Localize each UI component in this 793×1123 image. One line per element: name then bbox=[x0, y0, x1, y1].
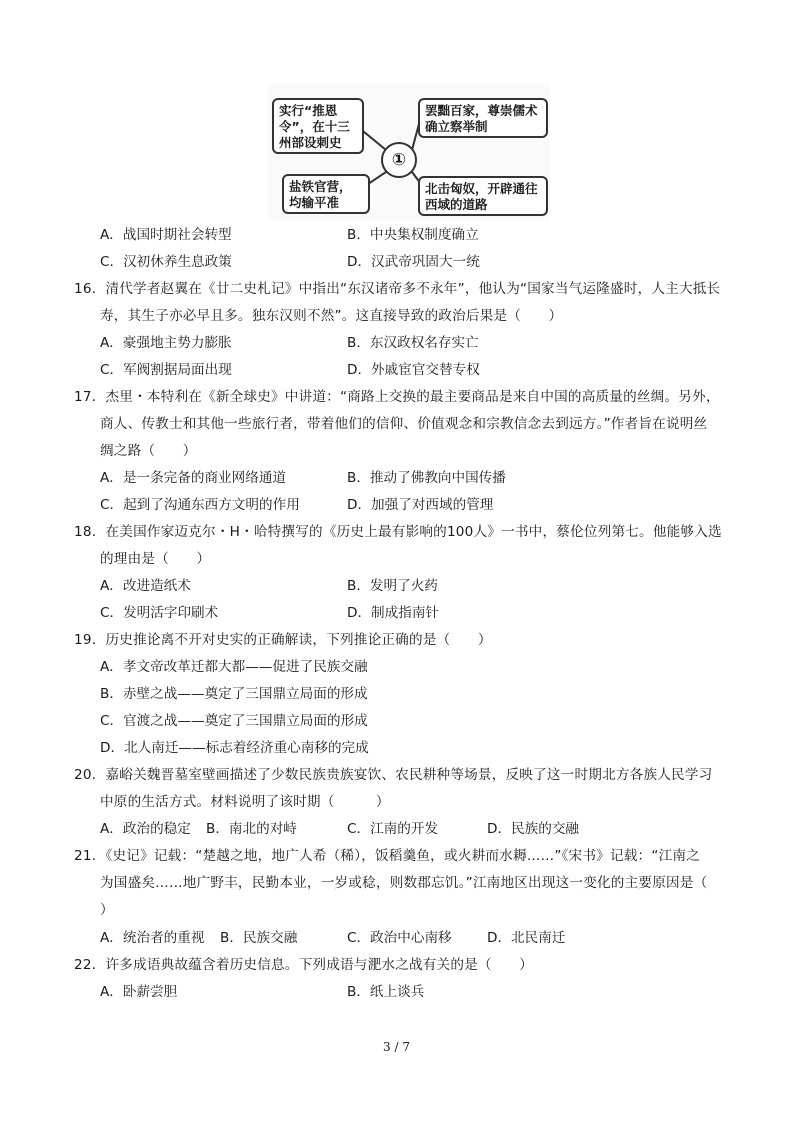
q22-option-b: B．纸上谈兵 bbox=[347, 984, 425, 1000]
diagram-center-circle: ① bbox=[381, 142, 417, 178]
q18-option-d: D．制成指南针 bbox=[347, 605, 440, 621]
q21-stem-line-1: 21．《史记》记载：“楚越之地，地广人希（稀），饭稻羹鱼，或火耕而水耨……”《宋书》记载：“江南之 bbox=[74, 848, 700, 864]
q18-stem-line-2: 的理由是（ ） bbox=[100, 551, 211, 567]
diagram-box-top-right: 罢黜百家，尊崇儒术确立察举制 bbox=[418, 98, 548, 138]
q19-option-d: D．北人南迁——标志着经济重心南移的完成 bbox=[100, 740, 369, 756]
q20-option-c: C．江南的开发 bbox=[347, 821, 439, 837]
q21-option-a: A．统治者的重视 bbox=[100, 930, 205, 946]
q15-option-d: D．汉武帝巩固大一统 bbox=[347, 254, 480, 270]
q16-stem-line-2: 寿，其生子亦必早且多。独东汉则不然”。这直接导致的政治后果是（ ） bbox=[100, 308, 563, 324]
q22-option-a: A．卧薪尝胆 bbox=[100, 984, 178, 1000]
diagram-box-top-left: 实行“推恩令”，在十三州部设刺史 bbox=[272, 98, 364, 154]
q20-option-d: D．民族的交融 bbox=[487, 821, 580, 837]
q18-option-b: B．发明了火药 bbox=[347, 578, 438, 594]
q20-stem-line-2: 中原的生活方式。材料说明了该时期（ ） bbox=[100, 794, 390, 810]
q20-option-a: A．政治的稳定 bbox=[100, 821, 191, 837]
diagram-box-bottom-left: 盐铁官营，均输平准 bbox=[282, 174, 370, 214]
q18-option-a: A．改进造纸术 bbox=[100, 578, 191, 594]
q16-option-c: C．军阀割据局面出现 bbox=[100, 362, 232, 378]
q17-option-b: B．推动了佛教向中国传播 bbox=[347, 470, 506, 486]
q17-stem-line-2: 商人、传教士和其他一些旅行者，带着他们的信仰、价值观念和宗教信念去到远方。”作者旨在说明丝 bbox=[100, 416, 708, 432]
q17-option-c: C．起到了沟通东西方文明的作用 bbox=[100, 497, 300, 513]
q16-option-a: A．豪强地主势力膨胀 bbox=[100, 335, 232, 351]
mind-map-diagram bbox=[268, 84, 550, 220]
q15-option-c: C．汉初休养生息政策 bbox=[100, 254, 232, 270]
q21-option-b: B．民族交融 bbox=[220, 930, 298, 946]
q16-stem-line-1: 16．清代学者赵翼在《廿二史札记》中指出“东汉诸帝多不永年”，他认为“国家当气运隆盛时，人主大抵长 bbox=[74, 281, 721, 297]
q21-option-d: D．北民南迁 bbox=[487, 930, 566, 946]
q20-option-b: B．南北的对峙 bbox=[206, 821, 297, 837]
q17-option-a: A．是一条完备的商业网络通道 bbox=[100, 470, 287, 486]
q17-stem-line-1: 17．杰里・本特利在《新全球史》中讲道：“商路上交换的最主要商品是来自中国的高质量的丝绸。另外， bbox=[74, 389, 720, 405]
q18-stem-line-1: 18．在美国作家迈克尔・H・哈特撰写的《历史上最有影响的100人》一书中，蔡伦位列第七。他能够入选 bbox=[74, 524, 722, 540]
q15-option-a: A．战国时期社会转型 bbox=[100, 227, 232, 243]
q20-stem-line-1: 20．嘉峪关魏晋墓室壁画描述了少数民族贵族宴饮、农民耕种等场景，反映了这一时期北方各族人民学习 bbox=[74, 767, 713, 783]
q19-option-a: A．孝文帝改革迁都大都——促进了民族交融 bbox=[100, 659, 368, 675]
q15-option-b: B．中央集权制度确立 bbox=[347, 227, 479, 243]
q19-option-c: C．官渡之战——奠定了三国鼎立局面的形成 bbox=[100, 713, 368, 729]
page-number: 3 / 7 bbox=[383, 1040, 410, 1054]
q17-stem-line-3: 绸之路（ ） bbox=[100, 443, 197, 459]
q21-stem-line-2: 为国盛矣……地广野丰，民勤本业，一岁或稔，则数郡忘饥。”江南地区出现这一变化的主要原因是（ bbox=[100, 875, 708, 891]
q21-stem-line-3: ） bbox=[100, 902, 114, 918]
q17-option-d: D．加强了对西域的管理 bbox=[347, 497, 494, 513]
q16-option-b: B．东汉政权名存实亡 bbox=[347, 335, 479, 351]
q22-stem-line-1: 22．许多成语典故蕴含着历史信息。下列成语与淝水之战有关的是（ ） bbox=[74, 957, 534, 973]
diagram-box-bottom-right: 北击匈奴，开辟通往西域的道路 bbox=[418, 176, 548, 216]
q21-option-c: C．政治中心南移 bbox=[347, 930, 452, 946]
q16-option-d: D．外戚宦官交替专权 bbox=[347, 362, 480, 378]
q19-stem-line-1: 19．历史推论离不开对史实的正确解读，下列推论正确的是（ ） bbox=[74, 632, 492, 648]
q18-option-c: C．发明活字印刷术 bbox=[100, 605, 219, 621]
q19-option-b: B．赤壁之战——奠定了三国鼎立局面的形成 bbox=[100, 686, 368, 702]
